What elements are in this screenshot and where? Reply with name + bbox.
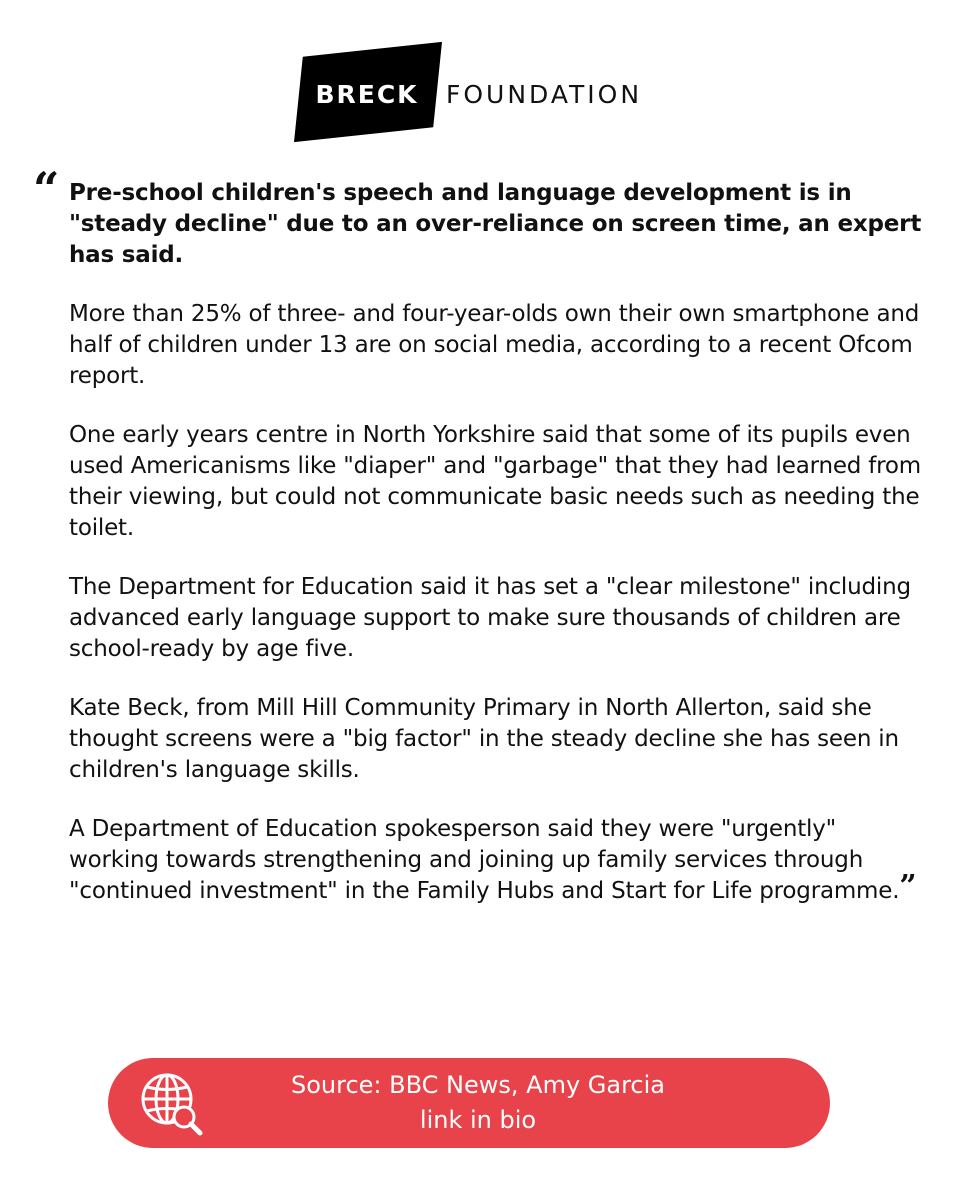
globe-search-icon (136, 1068, 206, 1138)
logo-foundation-text: FOUNDATION (446, 80, 643, 109)
quote-paragraph: The Department for Education said it has set a "clear milestone" including advanced early language support to make sure thousands of children are school-ready by age five. (69, 574, 911, 662)
quote-paragraph-text: A Department of Education spokesperson said they were "urgently" working towards strengthening and joining up family services through "continued investment" in the Family Hubs and Start for Life programme. (69, 816, 900, 904)
open-quote-mark: “ (33, 162, 60, 216)
quote-paragraph: Kate Beck, from Mill Hill Community Primary in North Allerton, said she thought screens were a "big factor" in the steady decline she has seen in children's language skills. (69, 695, 899, 783)
quote-lead: Pre-school children's speech and language development is in "steady decline" due to an over-reliance on screen time, an expert has said. (69, 180, 922, 268)
quote-paragraph-last (69, 814, 931, 907)
logo-breck-text: BRECK (315, 80, 419, 109)
source-citation: Source: BBC News, Amy Garcia (291, 1071, 665, 1099)
source-link-button[interactable] (108, 1058, 830, 1148)
quote-body (69, 178, 931, 935)
source-text (218, 1068, 738, 1138)
quote-paragraph: One early years centre in North Yorkshire said that some of its pupils even used Americanisms like "diaper" and "garbage" that they had learned from their viewing, but could not communicate basic needs such as needing the toilet. (69, 422, 922, 541)
close-quote-mark: ” (899, 869, 917, 904)
source-link-in-bio: link in bio (419, 1106, 537, 1134)
breck-foundation-logo (0, 44, 960, 144)
quote-paragraph: More than 25% of three- and four-year-olds own their own smartphone and half of children under 13 are on social media, according to a recent Ofcom report. (69, 301, 920, 389)
